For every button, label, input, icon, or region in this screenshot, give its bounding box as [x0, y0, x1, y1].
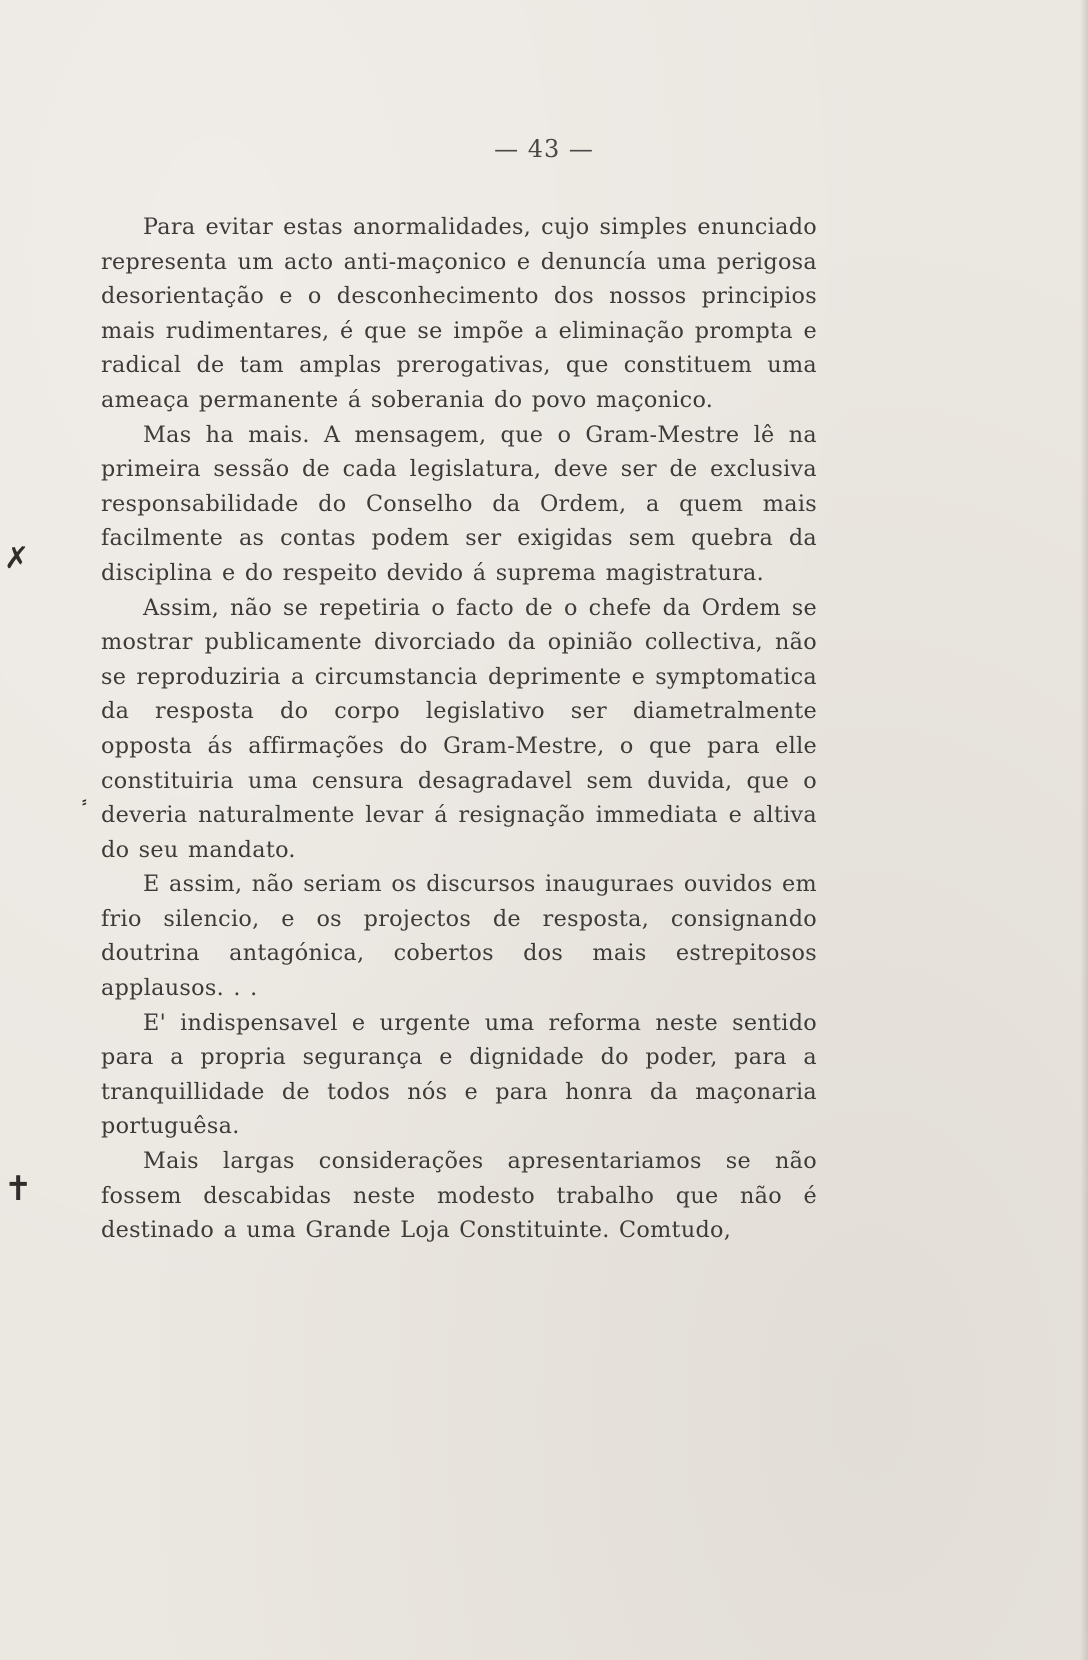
- body-text: [101, 210, 817, 1248]
- paragraph: Para evitar estas anormalidades, cujo simples enunciado representa um acto anti-maçonico e denuncía uma perigosa desorientação e o desconhecimento dos nossos principios mais rudimentares, é que se impõe a eliminação prompta e radical de tam amplas prerogativas, que constituem uma ameaça permanente á soberania do povo maçonico.: [101, 214, 817, 413]
- paragraph: E assim, não seriam os discursos inauguraes ouvidos em frio silencio, e os projectos de resposta, consignando doutrina antagónica, cobertos dos mais estrepitosos applausos. . .: [101, 871, 817, 1002]
- margin-ink-mark: ⸗: [82, 794, 87, 810]
- paragraph: Mas ha mais. A mensagem, que o Gram-Mestre lê na primeira sessão de cada legislatura, deve ser de exclusiva responsabilidade do Conselho da Ordem, a quem mais facilmente as contas podem ser exigidas sem quebra da disciplina e do respeito devido á suprema magistratura.: [101, 421, 817, 586]
- page-edge-shadow: [1080, 0, 1088, 1660]
- paragraph: Assim, não se repetiria o facto de o chefe da Ordem se mostrar publicamente divorciado da opinião collectiva, não se reproduziria a circumstancia deprimente e symptomatica da resposta do corpo legislativo ser diametralmente opposta ás affirmações do Gram-Mestre, o que para elle constituiria uma censura desagradavel sem duvida, que o deveria naturalmente levar á resignação immediata e altiva do seu mandato.: [101, 594, 817, 863]
- margin-ink-mark: ✗: [4, 541, 30, 576]
- page-number: — 43 —: [494, 135, 594, 163]
- paragraph: Mais largas considerações apresentariamos se não fossem descabidas neste modesto trabalho que não é destinado a uma Grande Loja Constituinte. Comtudo,: [101, 1148, 817, 1244]
- paragraph: E' indispensavel e urgente uma reforma neste sentido para a propria segurança e dignidade do poder, para a tranquillidade de todos nós e para honra da maçonaria portuguêsa.: [101, 1009, 817, 1140]
- margin-ink-mark: ✝: [4, 1169, 33, 1209]
